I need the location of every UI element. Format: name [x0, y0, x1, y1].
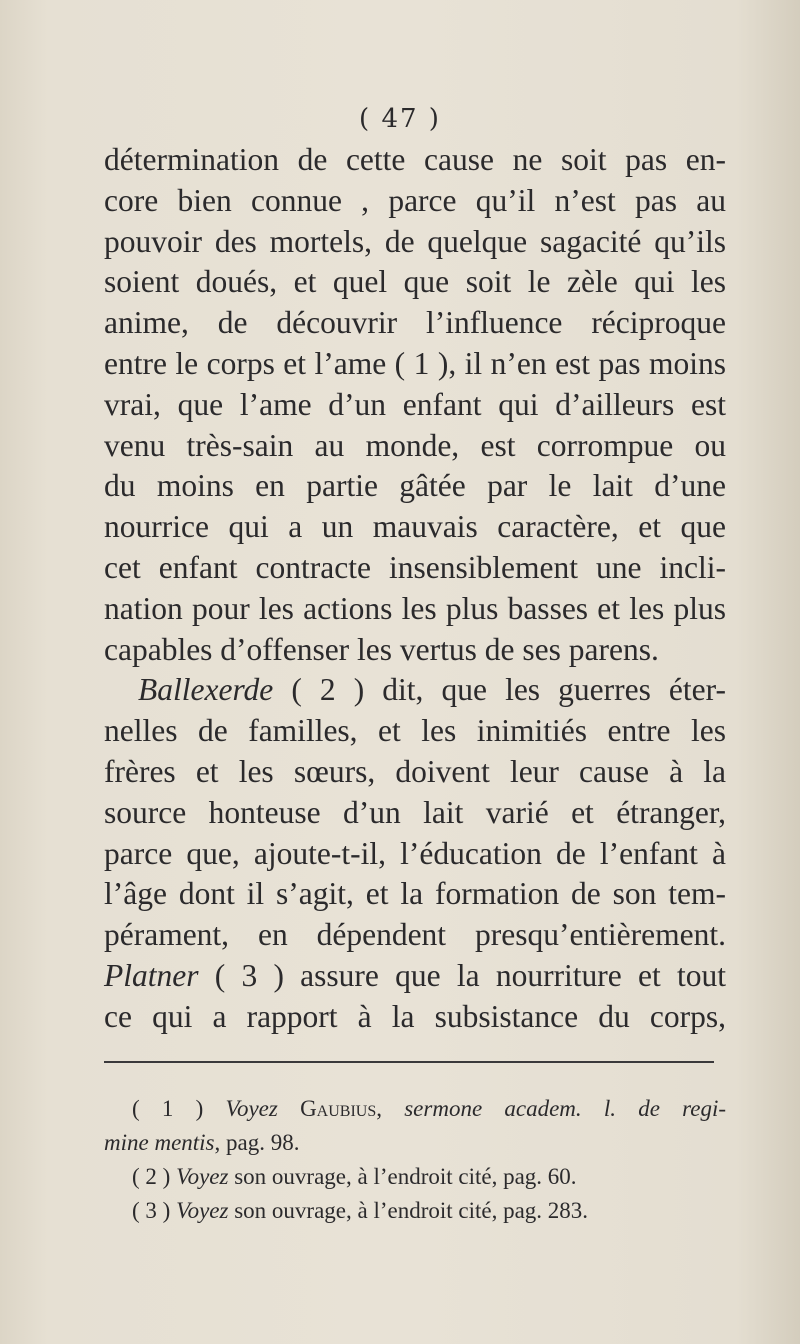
text-line-8: venu très-sain au monde, est corrompue ou [104, 427, 726, 463]
footnote-2-marker: ( 2 ) [132, 1164, 171, 1189]
text-line-14 [104, 670, 726, 711]
footnote-3-text: son ouvrage, à l’endroit cité, pag. 283. [234, 1198, 589, 1223]
main-text [104, 140, 726, 1038]
text-line-17: source honteuse d’un lait varié et étranger, [104, 794, 726, 830]
text-line-20: pérament, en dépendent presqu’entièrement. [104, 917, 726, 953]
footnote-1-work: sermone academ. l. de regi- [404, 1096, 726, 1121]
text-line-14-rest: ( 2 ) dit, que les guerres éter- [273, 672, 726, 708]
text-line-5: anime, de découvrir l’influence réciproque [104, 305, 726, 341]
author-name-platner: Platner [104, 957, 199, 993]
text-line-15: nelles de familles, et les inimitiés entre les [104, 713, 726, 749]
text-line-16: frères et les sœurs, doivent leur cause à la [104, 753, 726, 789]
footnotes [104, 1092, 726, 1228]
footnote-3-voyez: Voyez [176, 1198, 229, 1223]
text-line-4: soient doués, et quel que soit le zèle qui les [104, 264, 726, 300]
text-line-7: vrai, que l’ame d’un enfant qui d’ailleurs est [104, 386, 726, 422]
text-line-21-rest: ( 3 ) assure que la nourriture et tout [198, 957, 726, 993]
footnote-1-page: , pag. 98. [214, 1130, 300, 1155]
footnote-1-work-cont: mine mentis [104, 1130, 215, 1155]
text-line-3: pouvoir des mortels, de quelque sagacité qu’ils [104, 223, 726, 259]
footnote-3 [104, 1194, 726, 1228]
footnote-1-author: Gaubius [300, 1096, 377, 1121]
footnote-2-text: son ouvrage, à l’endroit cité, pag. 60. [234, 1164, 577, 1189]
text-line-9: du moins en partie gâtée par le lait d’une [104, 468, 726, 504]
text-line-6: entre le corps et l’ame ( 1 ), il n’en est pas moins [104, 345, 726, 381]
text-line-2: core bien connue , parce qu’il n’est pas au [104, 182, 726, 218]
text-line-1: détermination de cette cause ne soit pas en- [104, 142, 726, 177]
footnote-1-voyez: Voyez [225, 1096, 278, 1121]
text-line-10: nourrice qui a un mauvais caractère, et que [104, 509, 726, 545]
footnote-3-marker: ( 3 ) [132, 1198, 171, 1223]
page-number: ( 47 ) [359, 104, 441, 134]
author-name-ballexerde: Ballexerde [138, 672, 274, 708]
footnote-1: ( 1 ) Voyez Gaubius, sermone academ. l. de regi- [132, 1096, 726, 1121]
footnote-rule [104, 1061, 714, 1063]
text-line-22: ce qui a rapport à la subsistance du corps, [104, 998, 726, 1034]
footnote-2-voyez: Voyez [176, 1164, 229, 1189]
text-line-12: nation pour les actions les plus basses et les plus [104, 590, 726, 626]
footnote-1-continued [104, 1126, 726, 1160]
footnote-1-marker: ( 1 ) [132, 1096, 204, 1121]
text-line-18: parce que, ajoute-t-il, l’éducation de l’enfant à [104, 835, 726, 871]
footnote-2 [104, 1160, 726, 1194]
text-line-11: cet enfant contracte insensiblement une incli- [104, 549, 726, 585]
text-line-21 [104, 956, 726, 997]
text-line-19: l’âge dont il s’agit, et la formation de son tem- [104, 876, 726, 912]
text-line-13: capables d’offenser les vertus de ses parens. [104, 631, 659, 667]
